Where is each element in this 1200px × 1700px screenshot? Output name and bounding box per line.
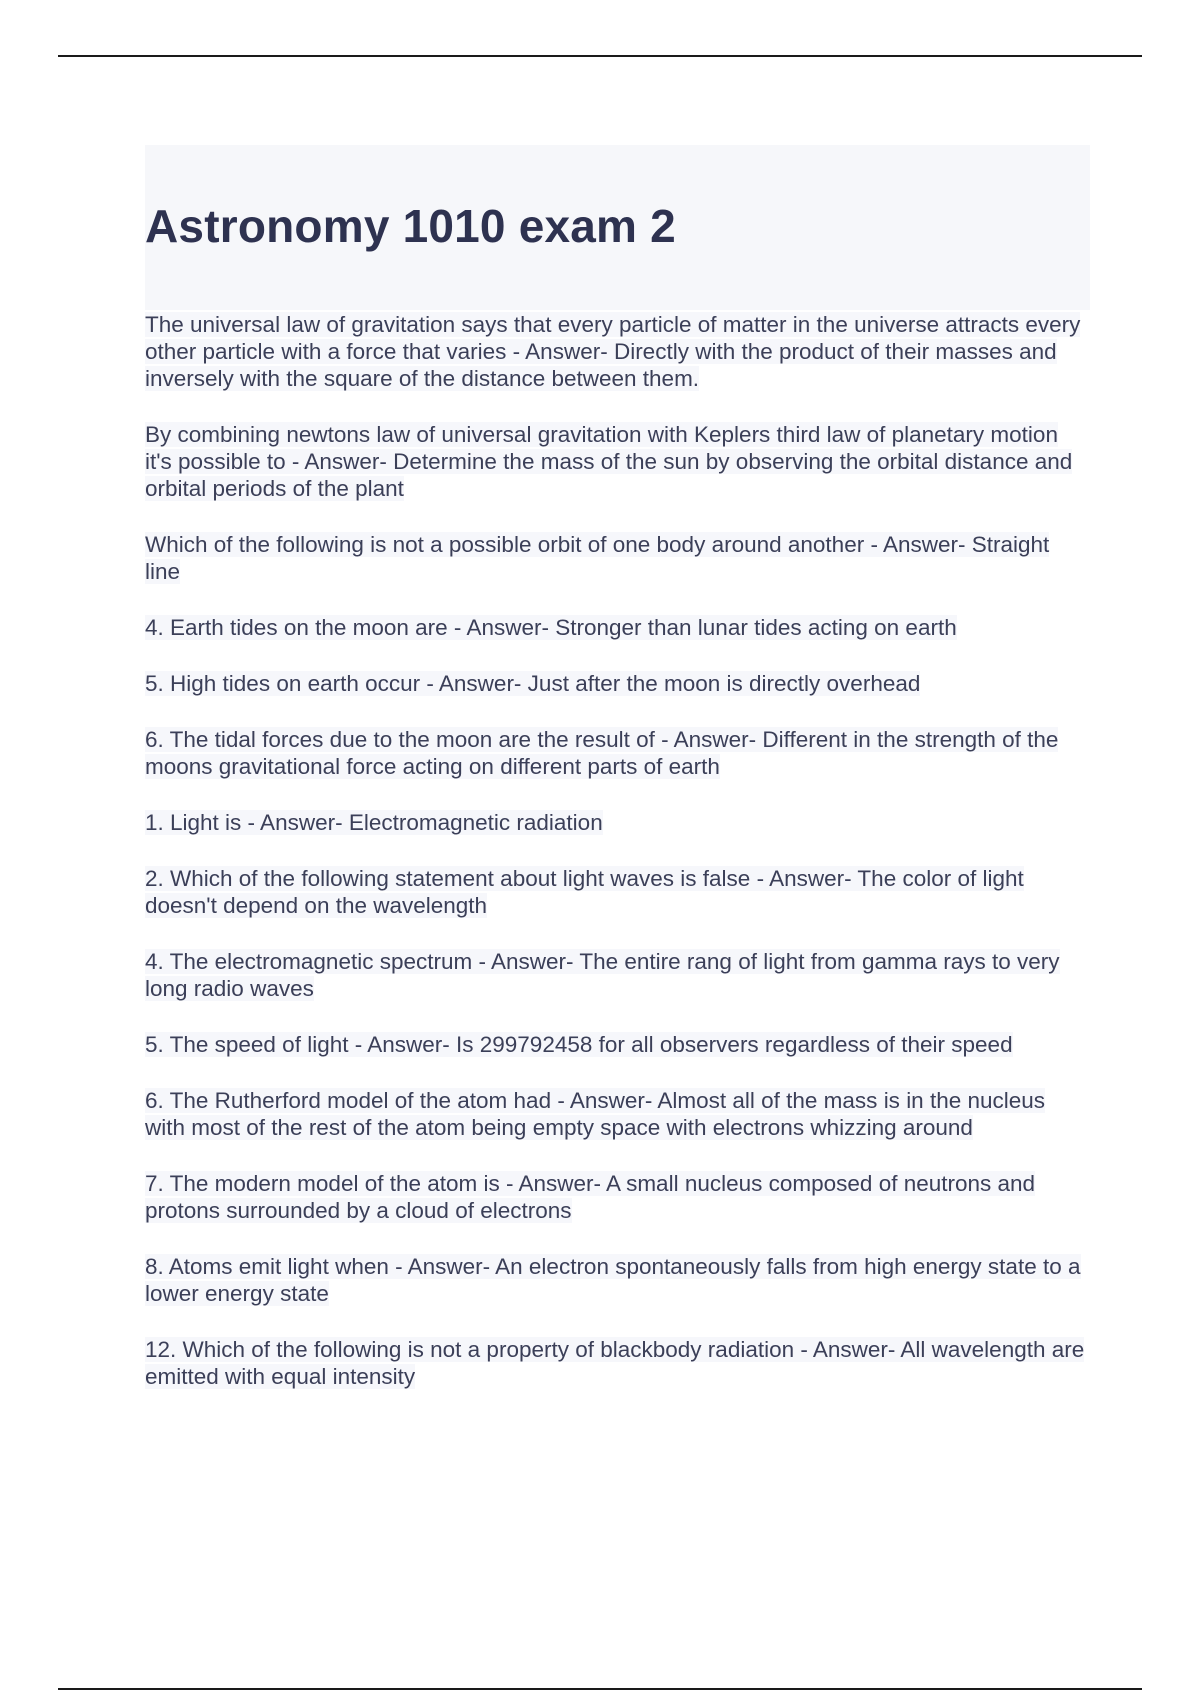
qa-text: 6. The Rutherford model of the atom had - Answer- Almost all of the mass is in the nucleus with most of the rest of the atom being empty space with electrons whizzing around	[145, 1088, 1046, 1140]
page-title: Astronomy 1010 exam 2	[145, 200, 676, 252]
qa-text: 2. Which of the following statement about light waves is false - Answer- The color of light doesn't depend on the wavelength	[145, 866, 1024, 918]
qa-text: 1. Light is - Answer- Electromagnetic radiation	[145, 810, 603, 835]
qa-text: 12. Which of the following is not a property of blackbody radiation - Answer- All wavelength are emitted with equal intensity	[145, 1337, 1085, 1389]
qa-text: 5. High tides on earth occur - Answer- Just after the moon is directly overhead	[145, 671, 921, 696]
qa-item	[145, 614, 1090, 641]
qa-item	[145, 809, 1090, 836]
qa-text: 6. The tidal forces due to the moon are the result of - Answer- Different in the strength of the moons gravitational force acting on different parts of earth	[145, 727, 1059, 779]
qa-item	[145, 1253, 1090, 1307]
qa-item	[145, 670, 1090, 697]
qa-item	[145, 1031, 1090, 1058]
qa-item	[145, 421, 1090, 502]
qa-list	[145, 311, 1090, 1419]
qa-text: By combining newtons law of universal gravitation with Keplers third law of planetary motion it's possible to - Answer- Determine the mass of the sun by observing the orbital distance and orbital periods of the plant	[145, 422, 1073, 501]
qa-item	[145, 726, 1090, 780]
qa-item	[145, 865, 1090, 919]
qa-text: 5. The speed of light - Answer- Is 299792458 for all observers regardless of their speed	[145, 1032, 1013, 1057]
qa-item	[145, 948, 1090, 1002]
qa-text: 4. The electromagnetic spectrum - Answer- The entire rang of light from gamma rays to very long radio waves	[145, 949, 1060, 1001]
qa-text: 4. Earth tides on the moon are - Answer- Stronger than lunar tides acting on earth	[145, 615, 957, 640]
qa-text: 8. Atoms emit light when - Answer- An electron spontaneously falls from high energy state to a lower energy state	[145, 1254, 1081, 1306]
qa-text: The universal law of gravitation says that every particle of matter in the universe attracts every other particle with a force that varies - Answer- Directly with the product of their masses and inversely with the square of the distance between them.	[145, 312, 1081, 391]
qa-item	[145, 531, 1090, 585]
qa-item	[145, 1087, 1090, 1141]
top-rule	[58, 55, 1142, 57]
qa-item	[145, 311, 1090, 392]
qa-text: 7. The modern model of the atom is - Answer- A small nucleus composed of neutrons and protons surrounded by a cloud of electrons	[145, 1171, 1036, 1223]
qa-item	[145, 1170, 1090, 1224]
bottom-rule	[58, 1688, 1142, 1690]
qa-text: Which of the following is not a possible orbit of one body around another - Answer- Straight line	[145, 532, 1050, 584]
qa-item	[145, 1336, 1090, 1390]
